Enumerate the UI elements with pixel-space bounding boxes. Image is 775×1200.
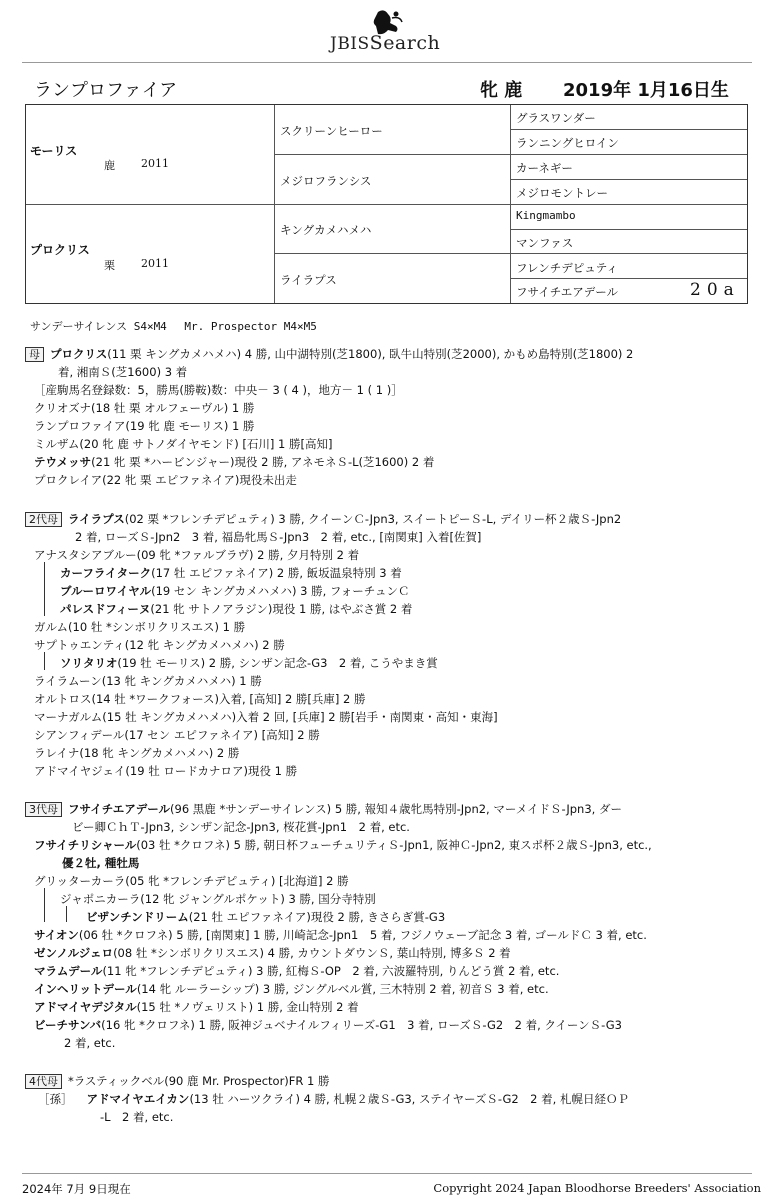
lineage-bar xyxy=(66,906,67,922)
offspring-text: (21 牝 栗 *ハービンジャー)現役 2 勝, アネモネＳ-L(芝1600) 2 着 xyxy=(91,455,435,469)
family-row-text: ガルム(10 牡 *シンボリクリスエス) 1 勝 xyxy=(34,620,246,634)
family-row-text: (08 牡 *シンボリクリスエス) 4 勝, カウントダウンＳ, 葉山特別, 博多Ｓ 2 着 xyxy=(113,946,511,960)
offspring-row[interactable] xyxy=(34,417,254,435)
family-row-text: ライラムーン(13 牝 キングカメハメハ) 1 勝 xyxy=(34,674,262,688)
family-number: 20a xyxy=(690,280,740,300)
family-row-text: マーナガルム(15 牡 キングカメハメハ)入着 2 回, [兵庫] 2 勝[岩手・南関東・高知・東海] xyxy=(34,710,498,724)
logo-search: Search xyxy=(369,32,441,54)
lineage-bar xyxy=(44,652,45,670)
second-dam-record: (02 栗 *フレンチデピュティ) 3 勝, クイーンＣ-Jpn3, スイートピーＳ-L, デイリー杯２歳Ｓ-Jpn2 xyxy=(124,512,622,526)
offspring-text: プロクレイア(22 牝 栗 エピファネイア)現役未出走 xyxy=(34,473,297,487)
dam-tag: 母 xyxy=(25,347,44,362)
family-row[interactable] xyxy=(34,980,549,998)
family-row-text: ラレイナ(18 牝 キングカメハメハ) 2 勝 xyxy=(34,746,240,760)
family-row-cont xyxy=(64,1034,115,1052)
third-dam-tag: 3代母 xyxy=(25,802,62,817)
pedigree-dsd[interactable]: マンファス xyxy=(516,236,574,250)
family-row[interactable] xyxy=(34,926,647,944)
as-of-date: 2024年 7月 9日現在 xyxy=(22,1182,131,1196)
family-row[interactable] xyxy=(34,618,245,636)
fourth-dam-tag: 4代母 xyxy=(25,1074,62,1089)
family-row[interactable] xyxy=(60,582,409,600)
family-row-name: ゼンノルジェロ xyxy=(34,946,114,960)
family-row[interactable] xyxy=(60,890,376,908)
dam-stats: ［産駒馬名登録数：5，勝馬(勝鞍)数：中央－ 3 ( 4 )，地方－ 1 ( 1 )］ xyxy=(34,383,403,397)
family-row-text: (16 牝 *クロフネ) 1 勝, 阪神ジュベナイルフィリーズ-G1 3 着, ローズＳ-G2 2 着, クイーンＳ-G3 xyxy=(101,1018,622,1032)
family-row-name: ビーチサンバ xyxy=(34,1018,102,1032)
second-dam-name[interactable]: ライラプス xyxy=(68,512,125,526)
family-row-text: (15 牡 *ノヴェリスト) 1 勝, 金山特別 2 着 xyxy=(136,1000,359,1014)
family-row[interactable] xyxy=(86,908,445,926)
family-row[interactable] xyxy=(34,998,359,1016)
pedigree-divider xyxy=(26,204,747,205)
inbreeding-info: サンデーサイレンス S4×M4 Mr. Prospector M4×M5 xyxy=(30,320,317,333)
family-row-name: マラムデール xyxy=(34,964,103,978)
family-row[interactable] xyxy=(60,654,438,672)
lineage-bar xyxy=(44,562,45,616)
offspring-text: クリオズナ(18 牡 栗 オルフェーヴル) 1 勝 xyxy=(34,401,255,415)
family-row-text: (11 牝 *フレンチデピュティ) 3 勝, 紅梅Ｓ-OP 2 着, 六波羅特別, りんどう賞 2 着, etc. xyxy=(102,964,560,978)
pedigree-sdd[interactable]: メジロモントレー xyxy=(516,186,608,200)
family-row-name: インヘリットデール xyxy=(34,982,137,996)
family-row-text: 2 着, etc. xyxy=(64,1036,116,1050)
family-row-text: (21 牝 サトノアラジン)現役 1 勝, はやぶさ賞 2 着 xyxy=(150,602,413,616)
family-row-name: カーフライターク xyxy=(60,566,152,580)
header-divider xyxy=(22,62,752,63)
family-row[interactable] xyxy=(60,564,402,582)
family-row-cont xyxy=(62,854,139,872)
third-dam-record-cont: ビー卿ＣｈＴ-Jpn3, シンザン記念-Jpn3, 桜花賞-Jpn1 2 着, etc. xyxy=(72,820,410,834)
jbis-search-logo[interactable] xyxy=(330,8,460,54)
dam-color: 栗 xyxy=(104,259,115,272)
dam-year: 2011 xyxy=(141,257,169,270)
pedigree-divider xyxy=(274,253,747,254)
family-row-text: 優２牡, 種牡馬 xyxy=(62,856,140,870)
family-row-text: (06 牡 *クロフネ) 5 勝, [南関東] 1 勝, 川崎記念-Jpn1 5 着, フジノウェーブ記念 3 着, ゴールドＣ 3 着, etc. xyxy=(78,928,647,942)
pedigree-divider xyxy=(274,154,747,155)
family-row[interactable] xyxy=(34,962,559,980)
dam-name[interactable]: プロクリス xyxy=(30,243,90,257)
copyright: Copyright 2024 Japan Bloodhorse Breeders' Association xyxy=(433,1181,761,1195)
horse-sex-color: 牝 鹿 xyxy=(480,80,523,101)
pedigree-divider xyxy=(510,229,747,230)
family-row-name: ソリタリオ xyxy=(60,656,118,670)
pedigree-dds[interactable]: フレンチデピュティ xyxy=(516,261,618,275)
offspring-row[interactable] xyxy=(34,435,333,453)
grandchild-record: (13 牡 ハーツクライ) 4 勝, 札幌２歳Ｓ-G3, ステイヤーズＳ-G2 2 着, 札幌日経ＯＰ xyxy=(189,1092,629,1106)
family-row-text: (14 牝 ルーラーシップ) 3 勝, ジングルベル賞, 三木特別 2 着, 初音Ｓ 3 着, etc. xyxy=(136,982,549,996)
offspring-text: ランプロファイア(19 牝 鹿 モーリス) 1 勝 xyxy=(34,419,255,433)
family-row[interactable] xyxy=(34,690,366,708)
family-row[interactable] xyxy=(34,546,359,564)
offspring-row[interactable] xyxy=(34,471,297,489)
family-row-text: (19 セン キングカメハメハ) 3 勝, フォーチュンＣ xyxy=(151,584,410,598)
logo-jbis: JBIS xyxy=(330,34,370,54)
family-row-text: グリッターカーラ(05 牝 *フレンチデピュティ) [北海道] 2 勝 xyxy=(34,874,349,888)
second-dam-line xyxy=(25,510,621,528)
family-row-text: アナスタシアブルー(09 牝 *ファルブラヴ) 2 勝, 夕月特別 2 着 xyxy=(34,548,360,562)
family-row-text: (21 牡 エピファネイア)現役 2 勝, きさらぎ賞-G3 xyxy=(188,910,446,924)
third-dam-line xyxy=(25,800,622,818)
pedigree-sss[interactable]: グラスワンダー xyxy=(516,111,596,125)
dam-record: (11 栗 キングカメハメハ) 4 勝, 山中湖特別(芝1800), 臥牛山特別(芝2000), かもめ島特別(芝1800) 2 xyxy=(107,347,634,361)
pedigree-ds[interactable]: キングカメハメハ xyxy=(280,223,372,237)
sire-color: 鹿 xyxy=(104,159,115,172)
family-row-text: ジャポニカーラ(12 牝 ジャングルポケット) 3 勝, 国分寺特別 xyxy=(60,892,376,906)
family-row-text: (03 牡 *クロフネ) 5 勝, 朝日杯フューチュリティＳ-Jpn1, 阪神Ｃ-Jpn2, 東スポ杯２歳Ｓ-Jpn3, etc., xyxy=(136,838,652,852)
pedigree-sds[interactable]: カーネギー xyxy=(516,161,573,175)
pedigree-dd[interactable]: ライラプス xyxy=(280,273,337,287)
second-dam-record-cont: 2 着, ローズＳ-Jpn2 3 着, 福島牝馬Ｓ-Jpn3 2 着, etc., [南関東] 入着[佐賀] xyxy=(75,530,482,544)
grandchild-name[interactable]: アドマイヤエイカン xyxy=(86,1092,190,1106)
family-row-name: アドマイヤデジタル xyxy=(34,1000,137,1014)
dam-line xyxy=(25,345,633,363)
family-row-text: アドマイヤジェイ(19 牡 ロードカナロア)現役 1 勝 xyxy=(34,764,298,778)
grandchild-label: ［孫］ xyxy=(38,1092,73,1106)
family-row[interactable] xyxy=(34,1016,622,1034)
pedigree-dss[interactable]: Kingmambo xyxy=(516,209,576,222)
fourth-dam-line xyxy=(25,1072,330,1090)
dam-record-cont: 着, 湘南Ｓ(芝1600) 3 着 xyxy=(58,365,188,379)
family-row-name: フサイチリシャール xyxy=(34,838,137,852)
horse-birthdate: 2019年 1月16日生 xyxy=(563,80,729,101)
family-row[interactable] xyxy=(34,636,285,654)
third-dam-name[interactable]: フサイチエアデール xyxy=(68,802,171,816)
pedigree-divider xyxy=(510,129,747,130)
pedigree-table xyxy=(25,104,748,304)
family-row-text: オルトロス(14 牡 *ワークフォース)入着, [高知] 2 勝[兵庫] 2 勝 xyxy=(34,692,366,706)
horse-name: ランプロファイア xyxy=(34,80,178,101)
offspring-name: テウメッサ xyxy=(34,455,92,469)
third-dam-record: (96 黒鹿 *サンデーサイレンス) 5 勝, 報知４歳牝馬特別-Jpn2, マーメイドＳ-Jpn3, ダー xyxy=(170,802,622,816)
dam-name-link[interactable]: プロクリス xyxy=(50,347,108,361)
family-row-name: サイオン xyxy=(34,928,79,942)
pedigree-ssd[interactable]: ランニングヒロイン xyxy=(516,136,619,150)
family-row[interactable] xyxy=(34,762,297,780)
sire-year: 2011 xyxy=(141,157,169,170)
family-row[interactable] xyxy=(34,836,652,854)
family-row[interactable] xyxy=(34,726,320,744)
pedigree-ddd[interactable]: フサイチエアデール xyxy=(516,285,619,299)
family-row-name: ブルーロワイヤル xyxy=(60,584,152,598)
lineage-bar xyxy=(44,888,45,922)
offspring-row[interactable] xyxy=(34,399,254,417)
family-row-name: パレスドフィーヌ xyxy=(60,602,151,616)
pedigree-divider xyxy=(510,179,747,180)
fourth-dam-record: *ラスティックベル(90 鹿 Mr. Prospector)FR 1 勝 xyxy=(68,1074,330,1088)
second-dam-tag: 2代母 xyxy=(25,512,62,527)
family-row[interactable] xyxy=(34,744,239,762)
pedigree-sd[interactable]: メジロフランシス xyxy=(280,174,372,188)
grandchild-line xyxy=(38,1090,629,1108)
footer-divider xyxy=(22,1173,752,1174)
family-row-text: (17 牡 エピファネイア) 2 勝, 飯坂温泉特別 3 着 xyxy=(151,566,402,580)
family-row[interactable] xyxy=(34,872,349,890)
family-row[interactable] xyxy=(34,672,262,690)
pedigree-divider xyxy=(510,278,747,279)
family-row-name: ビザンチンドリーム xyxy=(86,910,189,924)
offspring-text: ミルザム(20 牝 鹿 サトノダイヤモンド) [石川] 1 勝[高知] xyxy=(34,437,333,451)
offspring-row[interactable] xyxy=(34,453,434,471)
family-row-text: シアンフィデール(17 セン エピファネイア) [高知] 2 勝 xyxy=(34,728,320,742)
sire-name[interactable]: モーリス xyxy=(30,144,78,158)
pedigree-ss[interactable]: スクリーンヒーロー xyxy=(280,124,383,138)
family-row[interactable] xyxy=(34,708,498,726)
family-row-text: サプトゥエンティ(12 牝 キングカメハメハ) 2 勝 xyxy=(34,638,285,652)
family-row[interactable] xyxy=(34,944,511,962)
grandchild-record-cont: -L 2 着, etc. xyxy=(100,1110,174,1124)
family-row-text: (19 牡 モーリス) 2 勝, シンザン記念-G3 2 着, こうやまき賞 xyxy=(117,656,438,670)
family-row[interactable] xyxy=(60,600,412,618)
